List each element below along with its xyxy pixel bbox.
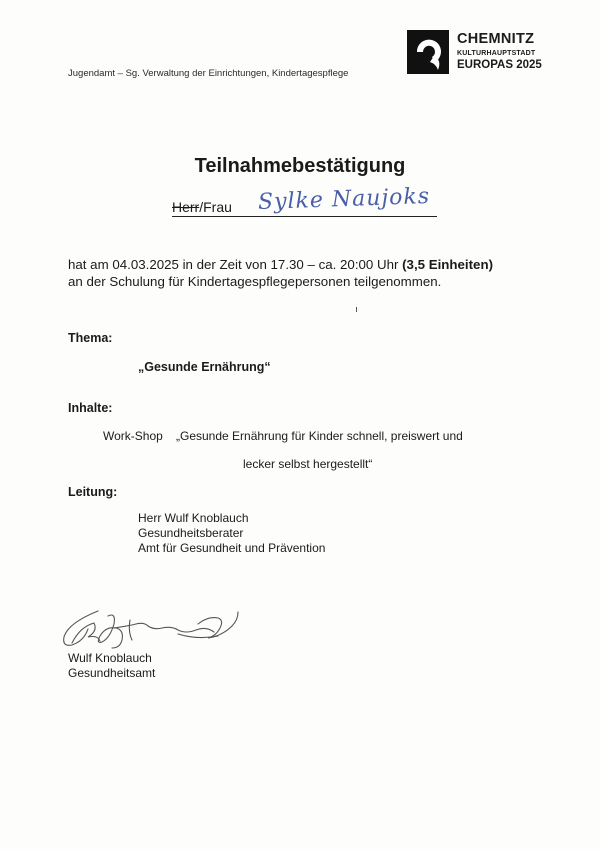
logo-subtitle: KULTURHAUPTSTADT: [457, 49, 536, 57]
workshop-title-line-1: „Gesunde Ernährung für Kinder schnell, preiswert und: [176, 429, 463, 443]
inhalte-label: Inhalte:: [68, 401, 113, 415]
thema-label: Thema:: [68, 331, 113, 345]
logo-text: [457, 32, 542, 71]
attendance-units: (3,5 Einheiten): [402, 257, 494, 272]
logo-year: EUROPAS 2025: [457, 58, 542, 71]
leader-role: Gesundheitsberater: [138, 526, 244, 540]
leitung-label: Leitung:: [68, 485, 118, 499]
attendance-date-time: hat am 04.03.2025 in der Zeit von 17.30 – ca. 20:00 Uhr: [68, 257, 403, 272]
department-header: Jugendamt – Sg. Verwaltung der Einrichtungen, Kindertagespflege: [68, 68, 349, 79]
leader-office: Amt für Gesundheit und Prävention: [138, 541, 326, 555]
name-underline: [172, 216, 437, 217]
attendance-line-2: an der Schulung für Kindertagespflegepersonen teilgenommen.: [68, 274, 442, 289]
attendance-line-1: [68, 257, 493, 272]
scan-speck: [356, 307, 357, 312]
workshop-prefix: Work-Shop: [103, 429, 163, 443]
participant-handwritten-name: Sylke Naujoks: [257, 184, 431, 215]
leader-name: Herr Wulf Knoblauch: [138, 511, 249, 525]
signer-name: Wulf Knoblauch: [68, 651, 152, 665]
chemnitz-logo-mark-icon: [407, 30, 449, 74]
signer-office: Gesundheitsamt: [68, 666, 156, 680]
chemnitz-logo: [407, 30, 567, 80]
salutation-rest: /Frau: [199, 199, 232, 215]
thema-value: „Gesunde Ernährung“: [138, 360, 271, 374]
salutation: [172, 199, 232, 215]
document-title: Teilnahmebestätigung: [194, 155, 406, 177]
logo-city: CHEMNITZ: [457, 31, 535, 47]
salutation-struck: Herr: [172, 199, 200, 215]
workshop-title-line-2: lecker selbst hergestellt“: [243, 457, 373, 471]
